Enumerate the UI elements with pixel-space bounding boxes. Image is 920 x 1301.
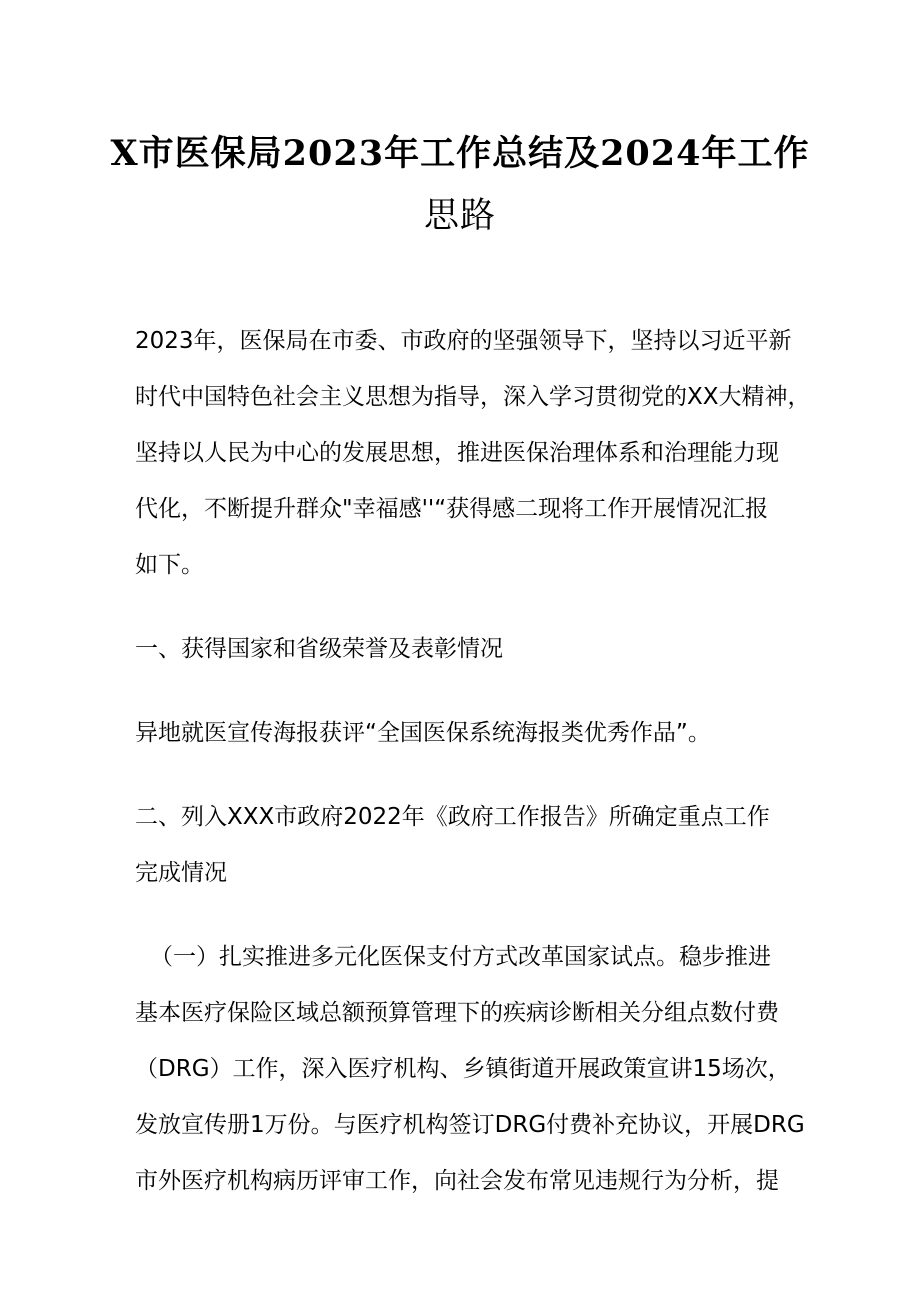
document-title-line-2: 思路 <box>423 196 496 236</box>
section-2-heading-line: 完成情况 <box>135 860 227 886</box>
item-1-paragraph-line: 市外医疗机构病历评审工作，向社会发布常见违规行为分析，提 <box>135 1168 779 1194</box>
section-1-heading: 一、获得国家和省级荣誉及表彰情况 <box>135 636 503 662</box>
item-1-paragraph-line: （DRG）工作，深入医疗机构、乡镇街道开展政策宣讲15场次， <box>135 1056 791 1082</box>
intro-paragraph-line: 坚持以人民为中心的发展思想，推进医保治理体系和治理能力现 <box>135 440 779 466</box>
intro-paragraph-line: 时代中国特色社会主义思想为指导，深入学习贯彻党的XX大精神， <box>135 384 811 410</box>
item-1-paragraph-line: 基本医疗保险区域总额预算管理下的疾病诊断相关分组点数付费 <box>135 1000 779 1026</box>
section-2-heading-line: 二、列入XXX市政府2022年《政府工作报告》所确定重点工作 <box>135 804 770 830</box>
item-1-paragraph-line: （一）扎实推进多元化医保支付方式改革国家试点。稳步推进 <box>150 944 771 970</box>
item-1-paragraph-line: 发放宣传册1万份。与医疗机构签订DRG付费补充协议，开展DRG <box>135 1112 805 1138</box>
intro-paragraph-line: 如下。 <box>135 552 204 578</box>
document-title-line-1: X市医保局2023年工作总结及2024年工作 <box>110 133 810 174</box>
section-1-body: 异地就医宣传海报获评“全国医保系统海报类优秀作品”。 <box>135 720 711 746</box>
intro-paragraph-line: 代化，不断提升群众"幸福感''“获得感二现将工作开展情况汇报 <box>135 496 769 522</box>
intro-paragraph-line: 2023年，医保局在市委、市政府的坚强领导下，坚持以习近平新 <box>135 328 792 354</box>
